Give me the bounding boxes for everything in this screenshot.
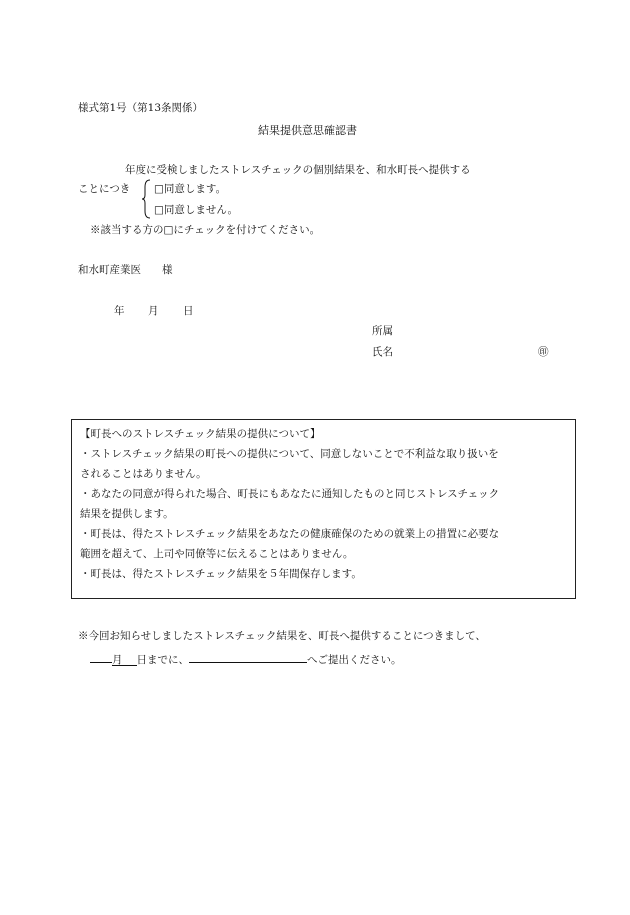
month-blank[interactable] [90, 652, 112, 663]
notice-heading: 【町長へのストレスチェック結果の提供について】 [80, 428, 321, 440]
submit-to-blank[interactable] [189, 652, 307, 663]
footer-submit-to: へご提出ください。 [307, 654, 402, 666]
date-month: 月 [148, 305, 159, 317]
consent-line-2-prefix: ことにつき [78, 183, 131, 195]
date-day: 日 [183, 305, 194, 317]
notice-line: 結果を提供します。 [80, 508, 174, 520]
consent-line-1: 年度に受検しましたストレスチェックの個別結果を、和水町長へ提供する [125, 164, 471, 176]
footer-line-2 [90, 652, 402, 666]
addressee: 和水町産業医 様 [78, 264, 173, 276]
form-number: 様式第1号（第13条関係） [78, 102, 204, 114]
date-year: 年 [114, 305, 125, 317]
brace-icon [141, 179, 151, 219]
instruction-note: ※該当する方の□にチェックを付けてください。 [90, 224, 321, 236]
affiliation-label: 所属 [372, 325, 393, 337]
notice-line: ・ストレスチェック結果の町長への提供について、同意しないことで不利益な取り扱いを [80, 448, 499, 460]
notice-line: されることはありません。 [80, 468, 207, 480]
footer-line-1: ※今回お知らせしましたストレスチェック結果を、町長へ提供することにつきまして、 [78, 630, 486, 642]
option-agree-checkbox[interactable]: □同意します。 [154, 183, 227, 195]
name-label: 氏名 [372, 346, 393, 358]
footer-day-until: 日までに、 [136, 654, 189, 666]
option-disagree-checkbox[interactable]: □同意しません。 [154, 204, 239, 216]
seal-mark: ㊞ [538, 346, 549, 358]
notice-line: ・町長は、得たストレスチェック結果をあなたの健康確保のための就業上の措置に必要な [80, 528, 500, 540]
notice-line: 範囲を超えて、上司や同僚等に伝えることはありません。 [80, 548, 354, 560]
notice-box [71, 419, 576, 599]
notice-line: ・あなたの同意が得られた場合、町長にもあなたに通知したものと同じストレスチェック [80, 488, 500, 500]
footer-month: 月 [112, 655, 137, 666]
page-title: 結果提供意思確認書 [258, 124, 357, 137]
notice-line: ・町長は、得たストレスチェック結果を５年間保存します。 [80, 568, 362, 580]
